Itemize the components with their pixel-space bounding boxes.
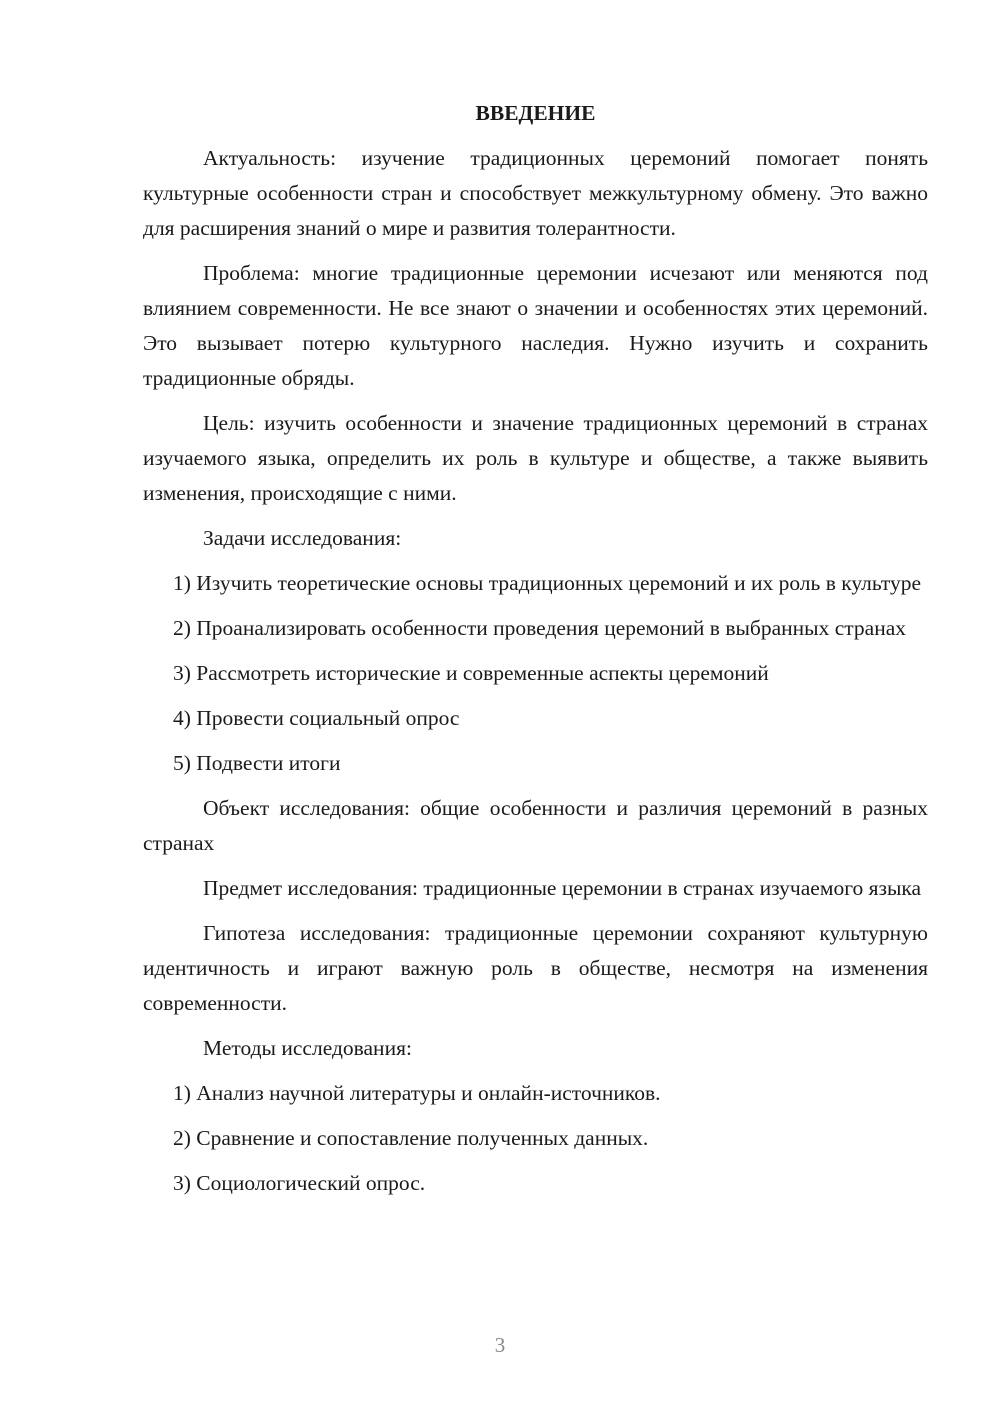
task-item: 4) Провести социальный опрос xyxy=(173,706,460,730)
method-item: 1) Анализ научной литературы и онлайн-источников. xyxy=(173,1081,661,1105)
object-paragraph: Объект исследования: общие особенности и различия церемоний в разных странах xyxy=(143,796,928,855)
page-number: 3 xyxy=(494,1333,506,1357)
tasks-heading: Задачи исследования: xyxy=(203,526,402,550)
document-page xyxy=(143,96,928,1211)
problem-paragraph: Проблема: многие традиционные церемонии исчезают или меняются под влиянием современности. Не все знают о значении и особенностях этих церемоний. Это вызывает потерю культурного наследия. Нужно изучить и сохранить традиционные обряды. xyxy=(143,261,928,390)
task-item: 2) Проанализировать особенности проведения церемоний в выбранных странах xyxy=(173,616,907,640)
subject-paragraph: Предмет исследования: традиционные церемонии в странах изучаемого языка xyxy=(203,876,922,900)
task-item: 5) Подвести итоги xyxy=(173,751,341,775)
relevance-paragraph: Актуальность: изучение традиционных церемоний помогает понять культурные особенности стран и способствует межкультурному обмену. Это важно для расширения знаний о мире и развития толерантности. xyxy=(143,146,928,240)
methods-heading: Методы исследования: xyxy=(203,1036,412,1060)
hypothesis-paragraph: Гипотеза исследования: традиционные церемонии сохраняют культурную идентичность и играют важную роль в обществе, несмотря на изменения современности. xyxy=(143,921,928,1015)
task-item: 1) Изучить теоретические основы традиционных церемоний и их роль в культуре xyxy=(173,571,922,595)
section-title: ВВЕДЕНИЕ xyxy=(475,101,596,125)
task-item: 3) Рассмотреть исторические и современные аспекты церемоний xyxy=(173,661,769,685)
goal-paragraph: Цель: изучить особенности и значение традиционных церемоний в странах изучаемого языка, определить их роль в культуре и обществе, а также выявить изменения, происходящие с ними. xyxy=(143,411,928,505)
method-item: 3) Социологический опрос. xyxy=(173,1171,426,1195)
method-item: 2) Сравнение и сопоставление полученных данных. xyxy=(173,1126,649,1150)
